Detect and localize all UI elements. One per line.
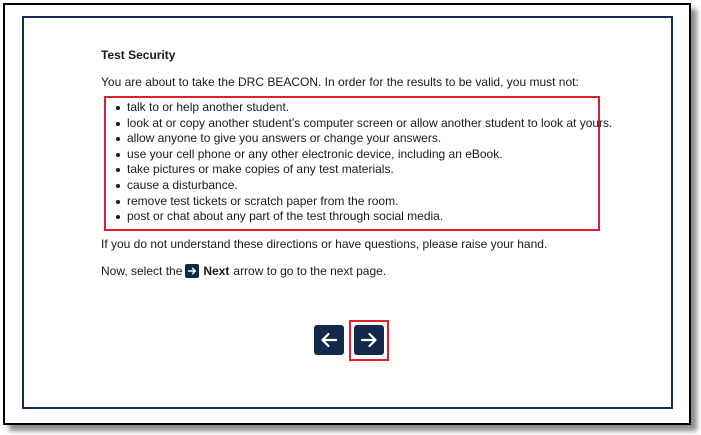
intro-text: You are about to take the DRC BEACON. In order for the results to be valid, you must not: <box>101 75 579 89</box>
instruction-after: arrow to go to the next page. <box>233 264 387 278</box>
rule-text: remove test tickets or scratch paper from the room. <box>127 193 399 208</box>
page-title: Test Security <box>101 48 176 62</box>
list-item <box>114 131 612 147</box>
rule-text: allow anyone to give you answers or change your answers. <box>127 131 442 146</box>
back-button[interactable] <box>314 325 344 355</box>
next-arrow-inline-icon <box>185 264 199 278</box>
bullet-icon <box>116 106 120 110</box>
bullet-icon <box>116 137 120 141</box>
rule-text: talk to or help another student. <box>127 100 290 114</box>
bullet-icon <box>116 122 120 126</box>
next-button[interactable] <box>354 325 384 355</box>
list-item <box>114 194 612 210</box>
list-item <box>114 147 612 163</box>
rule-text: cause a disturbance. <box>127 177 238 192</box>
list-item <box>114 100 612 116</box>
arrow-right-icon <box>359 330 379 350</box>
rules-list <box>114 100 612 225</box>
list-item <box>114 116 612 132</box>
bullet-icon <box>116 168 120 172</box>
closing-text: If you do not understand these directions or have questions, please raise your hand. <box>101 237 548 251</box>
bullet-icon <box>116 200 120 204</box>
instruction-before: Now, select the <box>101 264 183 278</box>
instruction-next-word: Next <box>203 264 230 278</box>
bullet-icon <box>116 184 120 188</box>
list-item <box>114 209 612 225</box>
navigation-instruction <box>101 264 386 278</box>
arrow-left-icon <box>319 330 339 350</box>
bullet-icon <box>116 215 120 219</box>
list-item <box>114 178 612 194</box>
rule-text: post or chat about any part of the test through social media. <box>127 209 444 224</box>
rule-text: look at or copy another student’s computer screen or allow another student to look at yours. <box>127 115 613 130</box>
bullet-icon <box>116 153 120 157</box>
rule-text: take pictures or make copies of any test materials. <box>127 162 394 177</box>
list-item <box>114 162 612 178</box>
rule-text: use your cell phone or any other electronic device, including an eBook. <box>127 146 503 161</box>
